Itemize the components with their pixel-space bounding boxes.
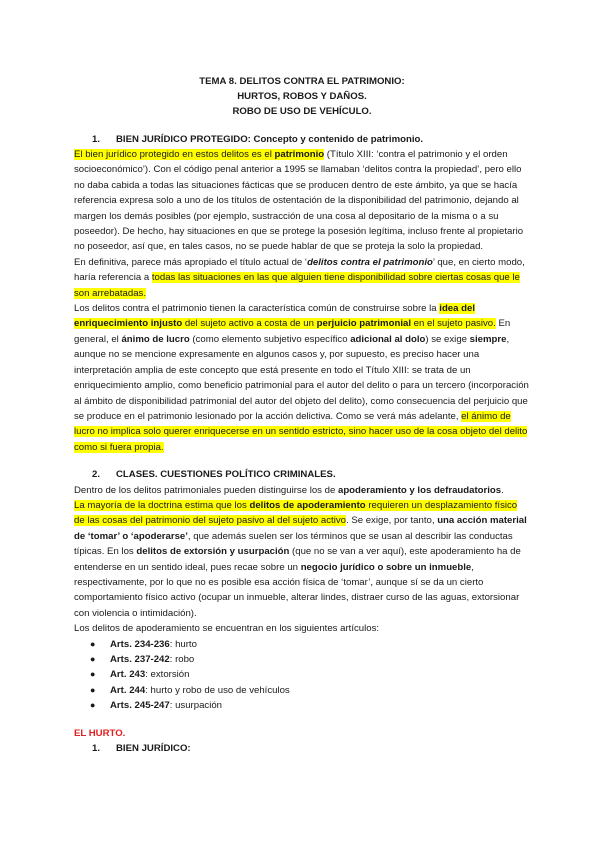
highlight-bold: perjuicio patrimonial [316, 318, 411, 330]
highlight-bold: idea del enriquecimiento injusto [74, 303, 476, 330]
highlight: del sujeto activo a costa de un [182, 318, 317, 330]
bold-term: adicional al dolo [350, 333, 426, 345]
paragraph-text: (como elemento subjetivo específico [189, 333, 351, 345]
paragraph-text: Los delitos contra el patrimonio tienen la característica común de construirse sobre la [74, 303, 440, 315]
highlight: en el sujeto pasivo. [410, 318, 496, 330]
list-item-label: : hurto y robo de uso de vehículos [145, 684, 290, 696]
section-3-sub-number: 1. [92, 743, 101, 755]
list-item-article: Arts. 237-242 [110, 654, 170, 666]
list-item-label: : usurpación [169, 700, 222, 712]
paragraph-text: . Se exige, por tanto, [345, 515, 438, 527]
paragraph-text: En definitiva, parece más apropiado el título actual de ‘ [74, 256, 308, 268]
paragraph-text: , que además suelen ser los términos que se usan al describir las conductas típicas. En los [74, 530, 513, 558]
bullet-icon: ● [90, 700, 96, 711]
highlight-bold: delitos de apoderamiento [249, 499, 366, 511]
bold-term: negocio jurídico o sobre un inmueble [300, 561, 472, 573]
bullet-icon: ● [90, 638, 96, 649]
highlight: La mayoría de la doctrina estima que los [74, 499, 247, 511]
section-1-paragraph-2 [74, 255, 530, 301]
paragraph-text: (Título XIII: ‘contra el patrimonio y el orden socioeconómico’). Con el código penal anterior a 1995 se llamaban ‘delitos contra la propiedad’, pero ello no daba cabida a todas las situaciones fácticas que se producen dentro de este ámbito, ya que se hacía referencia expresa solo a uno de los títulos de ostentación de la disponibilidad del patrimonio, dejando al margen los demás posibles (por ejemplo, sustracción de una cosa al depositario de la misma o a su poseedor). De hecho, hay situaciones en que se protege la posesión legítima, incluso frente al propietario no poseedor, así que, en tales casos, no se puede hablar de que se proteja la solo la propiedad. [74, 149, 524, 253]
section-3-heading: EL HURTO. [74, 727, 126, 739]
paragraph-text: Dentro de los delitos patrimoniales pueden distinguirse los de [74, 484, 338, 496]
list-item-article: Arts. 234-236 [110, 638, 170, 650]
list-item-label: : hurto [169, 638, 197, 650]
list-item [90, 637, 530, 652]
list-item [90, 667, 530, 682]
section-2-heading [74, 467, 530, 482]
paragraph-text: . [501, 484, 504, 496]
title-line-3: ROBO DE USO DE VEHÍCULO. [232, 106, 372, 118]
bullet-icon: ● [90, 669, 96, 680]
section-1-heading [74, 132, 530, 147]
paragraph-text: , aunque no se mencione expresamente en algunos casos y, por supuesto, es preciso hacer una interpretación amplia de este concepto que está presente en todo el Título XIII: se trata de un enriquecimiento amplio, como beneficio patrimonial para el autor del delito o para un tercero (incorporación al ámbito de disponibilidad patrimonial del autor del objeto del delito), como consecuencia del perjuicio que se produce en el patrimonio lesionado por la acción delictiva. Como se verá más adelante, [74, 333, 529, 422]
section-1-number: 1. [92, 133, 101, 145]
list-item [90, 683, 530, 698]
highlight: el ánimo de lucro no implica solo querer enriquecerse en un sentido estricto, sino hacer uso de la cosa objeto del delito como si fuera propia. [74, 410, 528, 453]
highlight: El bien jurídico protegido en estos delitos es el [74, 149, 272, 161]
highlight: requieren un [365, 499, 425, 511]
bold-term: patrimonio [274, 149, 325, 161]
bullet-icon: ● [90, 654, 96, 665]
section-3-sub-title: BIEN JURÍDICO: [116, 743, 191, 755]
section-2-paragraph-1 [74, 483, 530, 498]
paragraph-text: En general, el [74, 318, 511, 345]
bold-term: delitos de extorsión y usurpación [136, 546, 290, 558]
paragraph-text: ’ que, en cierto modo, haría referencia a [74, 256, 525, 284]
spacer [74, 455, 530, 467]
bold-term: una acción material de ‘tomar’ o ‘apoderarse’ [74, 515, 527, 542]
paragraph-text: ) se exige [425, 333, 470, 345]
articles-list [74, 637, 530, 714]
bold-term: apoderamiento y los defraudatorios [337, 484, 502, 496]
title-line-2: HURTOS, ROBOS Y DAÑOS. [237, 91, 367, 103]
section-1-title: BIEN JURÍDICO PROTEGIDO: Concepto y contenido de patrimonio. [116, 133, 424, 145]
italic-term: delitos contra el patrimonio [307, 256, 433, 268]
list-item-article: Arts. 245-247 [110, 700, 170, 712]
bold-term: ánimo de lucro [121, 333, 190, 345]
highlight: todas las situaciones en las que alguien tiene disponibilidad sobre ciertas cosas que le son arrebatadas. [74, 272, 520, 299]
section-1-paragraph-3 [74, 301, 530, 455]
section-2-paragraph-2 [74, 498, 530, 621]
paragraph-text: (que no se van a ver aquí), este apoderamiento ha de entenderse en un sentido ideal, pues recae sobre un [74, 546, 521, 573]
list-item [90, 652, 530, 667]
paragraph-text: , respectivamente, por lo que no es posible esa acción física de ‘tomar’, aunque sí se da un cierto comportamiento físico activo (ocupar un inmueble, alterar lindes, distraer curso de las aguas, extorsionar con violencia o intimidación). [74, 561, 520, 619]
list-item-label: : extorsión [145, 669, 190, 681]
section-2-paragraph-3: Los delitos de apoderamiento se encuentran en los siguientes artículos: [74, 623, 380, 635]
list-item [90, 698, 530, 713]
bullet-icon: ● [90, 684, 96, 695]
section-2-number: 2. [92, 469, 101, 481]
section-2-title: CLASES. CUESTIONES POLÍTICO CRIMINALES. [116, 469, 336, 481]
section-1-paragraph-1 [74, 147, 530, 255]
list-item-article: Art. 243 [110, 669, 146, 681]
document-title [74, 74, 530, 120]
section-3-subheading [74, 741, 530, 756]
list-item-label: : robo [169, 654, 195, 666]
title-line-1: TEMA 8. DELITOS CONTRA EL PATRIMONIO: [199, 76, 405, 87]
highlight: desplazamiento físico de las cosas del patrimonio del sujeto pasivo al del sujeto activo [74, 499, 518, 527]
bold-term: siempre [469, 333, 507, 345]
list-item-article: Art. 244 [110, 684, 146, 696]
